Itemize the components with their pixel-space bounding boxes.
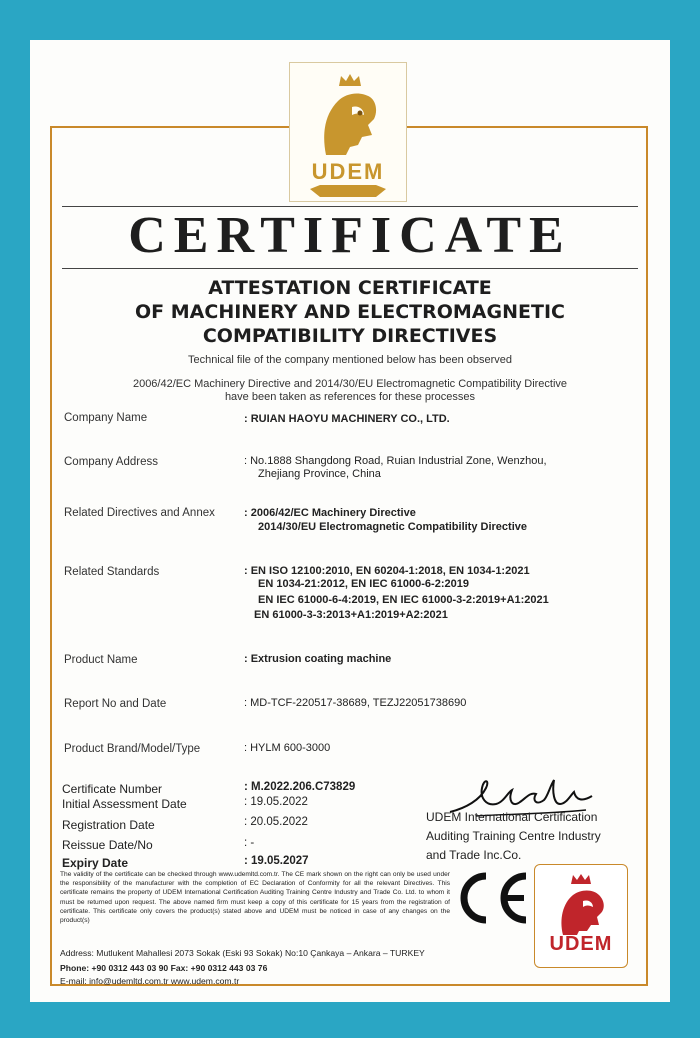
product-name-value: : Extrusion coating machine xyxy=(244,653,392,665)
ce-mark-icon xyxy=(456,868,530,928)
directives-label: Related Directives and Annex xyxy=(64,507,215,519)
directives-line-2: 2014/30/EU Electromagnetic Compatibility Directive xyxy=(258,521,527,533)
report-label: Report No and Date xyxy=(64,698,167,710)
certificate-number-label: Certificate Number xyxy=(62,782,163,796)
certificate-number-value: : M.2022.206.C73829 xyxy=(244,781,356,793)
initial-assessment-label: Initial Assessment Date xyxy=(62,797,187,811)
validity-fineprint: The validity of the certificate can be checked through www.udemltd.com.tr. The CE mark shown on the right can only be used under the responsibility of the manufacturer with the completion of EC Declaration of Conformity for all the relevant Directives. This certificate remains the property of UDEM International Certification Auditing Training Centre Industry and Trade Co. Ltd. to whom it must be returned upon request. The above named firm must keep a copy of this certificate for 15 years from the registration of certificate. This certificate only covers the product(s) stated above and UDEM must be noticed in case of any changes on the product(s) xyxy=(60,871,450,925)
contact-phone: Phone: +90 0312 443 03 90 Fax: +90 0312 443 03 76 xyxy=(60,963,268,973)
authority-line-1: UDEM International Certification xyxy=(426,810,598,824)
title-rule-bottom xyxy=(62,268,638,269)
report-value: : MD-TCF-220517-38689, TEZJ22051738690 xyxy=(244,697,467,709)
authority-line-3: and Trade Inc.Co. xyxy=(426,848,522,862)
udem-logo-bottom xyxy=(534,864,628,968)
contact-address: Address: Mutlukent Mahallesi 2073 Sokak (Eski 93 Sokak) No:10 Çankaya – Ankara – TURKEY xyxy=(60,948,425,958)
registration-date-value: : 20.05.2022 xyxy=(244,816,308,828)
brand-model-value: : HYLM 600-3000 xyxy=(244,742,331,754)
standards-line-1: : EN ISO 12100:2010, EN 60204-1:2018, EN 1034-1:2021 xyxy=(244,565,530,577)
heading-line-1: ATTESTATION CERTIFICATE xyxy=(208,277,492,299)
product-name-label: Product Name xyxy=(64,654,138,666)
standards-line-2: EN 1034-21:2012, EN IEC 61000-6-2:2019 xyxy=(258,578,469,590)
company-address-line-1: : No.1888 Shangdong Road, Ruian Industrial Zone, Wenzhou, xyxy=(244,455,547,467)
initial-assessment-value: : 19.05.2022 xyxy=(244,796,308,808)
intro-line-1: Technical file of the company mentioned below has been observed xyxy=(187,354,513,366)
standards-line-3: EN IEC 61000-6-4:2019, EN IEC 61000-3-2:2019+A1:2021 xyxy=(258,594,549,606)
expiry-label: Expiry Date xyxy=(62,856,129,870)
lion-icon xyxy=(316,85,382,157)
expiry-value: : 19.05.2027 xyxy=(244,855,309,867)
reissue-label: Reissue Date/No xyxy=(62,838,153,852)
company-address-label: Company Address xyxy=(64,456,158,468)
company-name-label: Company Name xyxy=(64,412,148,424)
heading-line-2: OF MACHINERY AND ELECTROMAGNETIC xyxy=(135,301,565,323)
lion-icon xyxy=(555,883,609,937)
ribbon-icon xyxy=(310,185,386,197)
logo-brand-text: UDEM xyxy=(311,159,385,184)
heading-line-3: COMPATIBILITY DIRECTIVES xyxy=(202,325,498,347)
company-name-value: : RUIAN HAOYU MACHINERY CO., LTD. xyxy=(244,413,450,425)
page-title: CERTIFICATE xyxy=(128,207,572,264)
reissue-value: : - xyxy=(244,837,255,849)
intro-line-3: have been taken as references for these processes xyxy=(224,391,476,403)
standards-label: Related Standards xyxy=(64,566,160,578)
certification-authority xyxy=(426,808,626,865)
intro-line-2: 2006/42/EC Machinery Directive and 2014/30/EU Electromagnetic Compatibility Directive xyxy=(132,378,568,390)
directives-line-1: : 2006/42/EC Machinery Directive xyxy=(244,507,416,519)
udem-logo-top xyxy=(289,62,407,202)
company-address-line-2: Zhejiang Province, China xyxy=(258,468,381,480)
contact-email: E-mail: info@udemltd.com.tr www.udem.com.tr xyxy=(60,976,240,986)
standards-line-4: EN 61000-3-3:2013+A1:2019+A2:2021 xyxy=(254,609,448,621)
brand-model-label: Product Brand/Model/Type xyxy=(64,743,201,755)
authority-line-2: Auditing Training Centre Industry xyxy=(426,829,601,843)
logo-brand-text: UDEM xyxy=(549,933,613,955)
registration-date-label: Registration Date xyxy=(62,818,155,832)
